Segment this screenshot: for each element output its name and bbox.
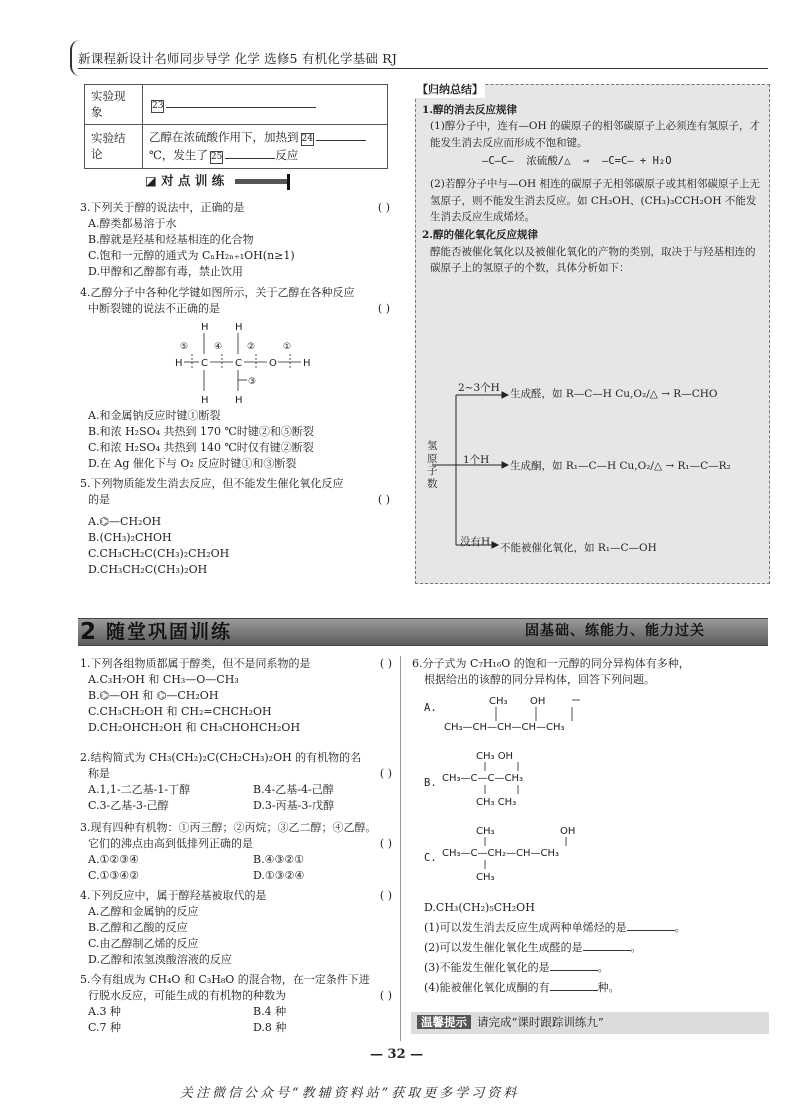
c-question-1 xyxy=(80,656,392,736)
svg-text:④: ④ xyxy=(214,342,223,352)
option-c[interactable]: C.CH₃CH₂C(CH₃)₂CH₂OH xyxy=(88,546,230,560)
option-d[interactable]: D.8 种 xyxy=(253,1020,287,1034)
blank-number: 24 xyxy=(301,133,313,144)
question-stem: 中断裂键的说法不正确的是 xyxy=(88,301,220,315)
summary-tag: 【归纳总结】 xyxy=(417,83,483,96)
answer-paren[interactable]: ( ) xyxy=(377,492,390,506)
branch-text: 不能被催化氧化，如 R₁—C—OH xyxy=(500,542,657,554)
option-c[interactable]: C.饱和一元醇的通式为 CₙH₂ₙ₊₁OH(n≥1) xyxy=(88,248,295,262)
sub-question: (3)不能发生催化氧化的是 xyxy=(424,960,550,974)
question-3 xyxy=(80,200,390,280)
isomer-label: A. xyxy=(424,702,437,714)
answer-blank[interactable] xyxy=(225,158,275,159)
section-number: 2 xyxy=(80,619,97,645)
option-a[interactable]: A.乙醇和金属钠的反应 xyxy=(88,904,199,918)
isomer-c-structure xyxy=(438,824,638,886)
option-a[interactable]: A.和金属钠反应时键①断裂 xyxy=(88,409,221,422)
title-bar xyxy=(235,179,287,184)
answer-paren[interactable]: ( ) xyxy=(379,657,392,670)
svg-text:H: H xyxy=(235,322,243,333)
question-stem: 3.现有四种有机物：①丙三醇；②丙烷；③乙二醇；④乙醇。 xyxy=(80,821,377,834)
svg-text:CH₃: CH₃ xyxy=(476,872,495,883)
question-stem: 的是 xyxy=(88,492,110,506)
option-b[interactable]: B.4-乙基-4-己醇 xyxy=(253,782,334,796)
question-stem: 4.下列反应中，属于醇羟基被取代的是 xyxy=(80,889,267,902)
svg-text:③: ③ xyxy=(248,377,257,387)
question-stem: 3.下列关于醇的说法中，正确的是 xyxy=(80,201,245,214)
section-subtitle: 固基础、练能力、能力过关 xyxy=(525,623,705,639)
svg-text:OH: OH xyxy=(560,826,576,837)
svg-text:CH₃: CH₃ xyxy=(476,826,495,837)
question-stem: 1.下列各组物质都属于醇类，但不是同系物的是 xyxy=(80,657,311,670)
question-4 xyxy=(80,285,390,317)
c-question-6 xyxy=(412,656,768,688)
elimination-equation: —C—C— 浓硫酸/△ → —C=C— + H₂O xyxy=(482,154,672,167)
question-stem: 称是 xyxy=(88,766,110,780)
question-stem: 它们的沸点由高到低排列正确的是 xyxy=(88,836,253,850)
svg-text:CH₃ CH₃: CH₃ CH₃ xyxy=(476,797,517,808)
row-label: 实验现象 xyxy=(85,85,143,125)
svg-text:H: H xyxy=(235,395,243,406)
branch-text: 生成酮，如 R₁—C—H Cu,O₂/△ → R₁—C—R₂ xyxy=(510,460,731,472)
isomer-a-structure xyxy=(444,694,634,744)
svg-text:H: H xyxy=(175,358,183,369)
answer-blank[interactable] xyxy=(550,990,598,991)
option-c[interactable]: C.①③④② xyxy=(88,868,139,882)
svg-text:C: C xyxy=(201,358,208,369)
title-bar-end xyxy=(287,174,290,190)
summary-heading: 1.醇的消去反应规律 xyxy=(422,104,517,116)
option-d[interactable]: D.3-丙基-3-戊醇 xyxy=(253,798,335,812)
svg-text:CH₃—CH—CH—CH—CH₃: CH₃—CH—CH—CH—CH₃ xyxy=(444,722,565,733)
c-question-6-parts: D.CH₃(CH₂)₅CH₂OH (1)可以发生消去反应生成两种单烯烃的是 。 (2)可以发生催化氧化生成醛的是 。 (3)不能发生催化氧化的是 。 (4)能被催化氧化成酮的有 种。 xyxy=(424,900,769,996)
row-value xyxy=(143,124,388,168)
text: ℃，发生了 xyxy=(149,148,208,163)
isomer-c xyxy=(424,826,576,883)
flag-icon: ◪ xyxy=(145,173,157,188)
isomer-b-structure xyxy=(438,749,598,809)
svg-text:OH: OH xyxy=(530,696,546,707)
section-title: 随堂巩固训练 xyxy=(106,621,233,643)
option-a[interactable]: A.醇类都易溶于水 xyxy=(88,216,177,230)
isomer-d: D.CH₃(CH₂)₅CH₂OH xyxy=(424,901,535,914)
column-divider xyxy=(400,656,401,1041)
answer-paren[interactable]: ( ) xyxy=(377,301,390,315)
c-question-5 xyxy=(80,972,392,1036)
option-d[interactable]: D.CH₂OHCH₂OH 和 CH₃CHOHCH₂OH xyxy=(88,720,301,734)
option-c[interactable]: C.7 种 xyxy=(88,1020,122,1034)
question-stem: 2.结构简式为 CH₃(CH₂)₂C(CH₂CH₃)₂OH 的有机物的名 xyxy=(80,751,362,764)
question-stem: 根据给出的该醇的同分异构体，回答下列问题。 xyxy=(424,672,655,686)
option-c[interactable]: C.3-乙基-3-己醇 xyxy=(88,798,169,812)
option-b[interactable]: B.4 种 xyxy=(253,1004,287,1018)
sub-question: (2)可以发生催化氧化生成醛的是 xyxy=(424,940,583,954)
practice-title xyxy=(145,172,290,190)
tips-label: 温馨提示 xyxy=(417,1015,471,1029)
option-d[interactable]: D.在 Ag 催化下与 O₂ 反应时键①和③断裂 xyxy=(88,456,297,470)
question-stem: 5.今有组成为 CH₄O 和 C₃H₈O 的混合物，在一定条件下进 xyxy=(80,973,370,986)
answer-blank[interactable] xyxy=(166,107,316,108)
summary-paragraph: (1)醇分子中，连有—OH 的碳原子的相邻碳原子上必须连有氢原子，才能发生消去反应而形成不饱和键。 xyxy=(430,120,760,149)
summary-heading: 2.醇的催化氧化反应规律 xyxy=(422,229,538,242)
svg-text:CH₃: CH₃ xyxy=(489,696,508,707)
branch-label: 2~3个H xyxy=(458,382,500,394)
blank-number: 25 xyxy=(210,152,223,163)
tips-box xyxy=(411,1012,769,1034)
isomer-b xyxy=(424,751,523,808)
tree-root: 氢原子数 xyxy=(427,440,438,490)
page-header: 新课程新设计名师同步导学 化学 选修5 有机化学基础 RJ xyxy=(78,51,398,66)
option-a[interactable]: A.①②③④ xyxy=(88,852,139,866)
svg-text:C: C xyxy=(235,358,242,369)
tips-text: 请完成“课时跟踪训练九” xyxy=(477,1015,604,1029)
option-a[interactable]: A.⌬—CH₂OH xyxy=(88,514,162,528)
unit-text: 种。 xyxy=(597,980,620,994)
branch-text: 生成醛，如 R—C—H Cu,O₂/△ → R—CHO xyxy=(510,388,718,400)
isomer-label: B. xyxy=(424,777,437,789)
option-d[interactable]: D.CH₃CH₂C(CH₃)₂OH xyxy=(88,562,208,576)
option-a[interactable]: A.1,1-二乙基-1-丁醇 xyxy=(88,782,191,796)
svg-text:H: H xyxy=(201,395,209,406)
answer-blank[interactable] xyxy=(583,950,631,951)
blank-number: 23 xyxy=(152,100,164,111)
header-rule xyxy=(78,68,768,69)
answer-blank[interactable] xyxy=(627,930,675,931)
experiment-table xyxy=(84,84,388,169)
svg-text:①: ① xyxy=(283,342,292,352)
answer-paren[interactable]: ( ) xyxy=(377,201,390,214)
practice-title-text: 对 点 训 练 xyxy=(161,173,225,188)
answer-blank[interactable] xyxy=(316,140,366,141)
text: 乙醇在浓硫酸作用下，加热到 xyxy=(149,129,299,144)
row-label: 实验结论 xyxy=(85,124,143,168)
isomer-label: C. xyxy=(424,852,437,864)
answer-paren[interactable]: ( ) xyxy=(379,766,392,780)
option-d[interactable]: D.甲醇和乙醇都有毒，禁止饮用 xyxy=(88,264,243,278)
svg-text:CH₃—C—C—CH₃: CH₃—C—C—CH₃ xyxy=(442,773,523,784)
svg-text:CH₃ OH: CH₃ OH xyxy=(476,751,514,762)
option-c[interactable]: C.和浓 H₂SO₄ 共热到 140 ℃时仅有键②断裂 xyxy=(88,440,314,454)
svg-text:CH₃—C—CH₂—CH—CH₃: CH₃—C—CH₂—CH—CH₃ xyxy=(442,848,560,859)
svg-text:O: O xyxy=(269,358,277,369)
question-stem: 6.分子式为 C₇H₁₆O 的饱和一元醇的同分异构体有多种， xyxy=(412,657,690,670)
option-b[interactable]: B.(CH₃)₂CHOH xyxy=(88,530,172,544)
question-4-options xyxy=(80,408,390,472)
question-stem: 4.乙醇分子中各种化学键如图所示，关于乙醇在各种反应 xyxy=(80,286,355,299)
answer-paren[interactable]: ( ) xyxy=(379,889,392,902)
question-5 xyxy=(80,476,390,578)
svg-text:②: ② xyxy=(247,342,256,352)
option-b[interactable]: B.⌬—OH 和 ⌬—CH₂OH xyxy=(88,688,219,702)
option-b[interactable]: B.乙醇和乙酸的反应 xyxy=(88,920,188,934)
c-question-3 xyxy=(80,820,392,884)
answer-paren[interactable]: ( ) xyxy=(379,988,392,1002)
row-value xyxy=(143,85,388,125)
option-c[interactable]: C.CH₃CH₂OH 和 CH₂=CHCH₂OH xyxy=(88,704,272,718)
branch-label: 1个H xyxy=(463,454,490,466)
c-question-4 xyxy=(80,888,392,968)
option-c[interactable]: C.由乙醇制乙烯的反应 xyxy=(88,936,199,950)
svg-text:H: H xyxy=(303,358,311,369)
c-question-2 xyxy=(80,750,392,814)
svg-text:⑤: ⑤ xyxy=(180,342,189,352)
option-d[interactable]: D.①③②④ xyxy=(253,868,305,882)
option-a[interactable]: A.3 种 xyxy=(88,1004,121,1018)
answer-blank[interactable] xyxy=(550,970,598,971)
branch-label: 没有H xyxy=(460,536,491,548)
text: 反应 xyxy=(275,148,299,163)
option-b[interactable]: B.④③②① xyxy=(253,852,305,866)
sub-question: (1)可以发生消去反应生成两种单烯烃的是 xyxy=(424,920,627,934)
sub-question: (4)能被催化氧化成酮的有 xyxy=(424,980,550,994)
page-number: — 32 — xyxy=(370,1047,424,1062)
option-b[interactable]: B.醇就是羟基和烃基相连的化合物 xyxy=(88,232,254,246)
ethanol-bond-diagram xyxy=(175,318,345,410)
question-stem: 5.下列物质能发生消去反应，但不能发生催化氧化反应 xyxy=(80,477,344,490)
isomer-a xyxy=(424,696,565,733)
svg-text:H: H xyxy=(201,322,209,333)
summary-content xyxy=(422,102,764,276)
option-d[interactable]: D.乙醇和浓氢溴酸溶液的反应 xyxy=(88,952,232,966)
footer-note: 关注微信公众号“教辅资料站”获取更多学习资料 xyxy=(180,1086,520,1101)
option-a[interactable]: A.C₃H₇OH 和 CH₃—O—CH₃ xyxy=(88,672,239,686)
summary-paragraph: (2)若醇分子中与—OH 相连的碳原子无相邻碳原子或其相邻碳原子上无氢原子，则不能发生消去反应。如 CH₃OH、(CH₃)₃CCH₂OH 不能发生消去反应生成烯烃。 xyxy=(430,178,760,223)
answer-paren[interactable]: ( ) xyxy=(379,836,392,850)
summary-paragraph: 醇能否被催化氧化以及被催化氧化的产物的类别，取决于与羟基相连的碳原子上的氢原子的个数，具体分析如下： xyxy=(430,245,756,274)
question-stem: 行脱水反应，可能生成的有机物的种数为 xyxy=(88,988,286,1002)
option-b[interactable]: B.和浓 H₂SO₄ 共热到 170 ℃时键②和⑤断裂 xyxy=(88,424,314,438)
